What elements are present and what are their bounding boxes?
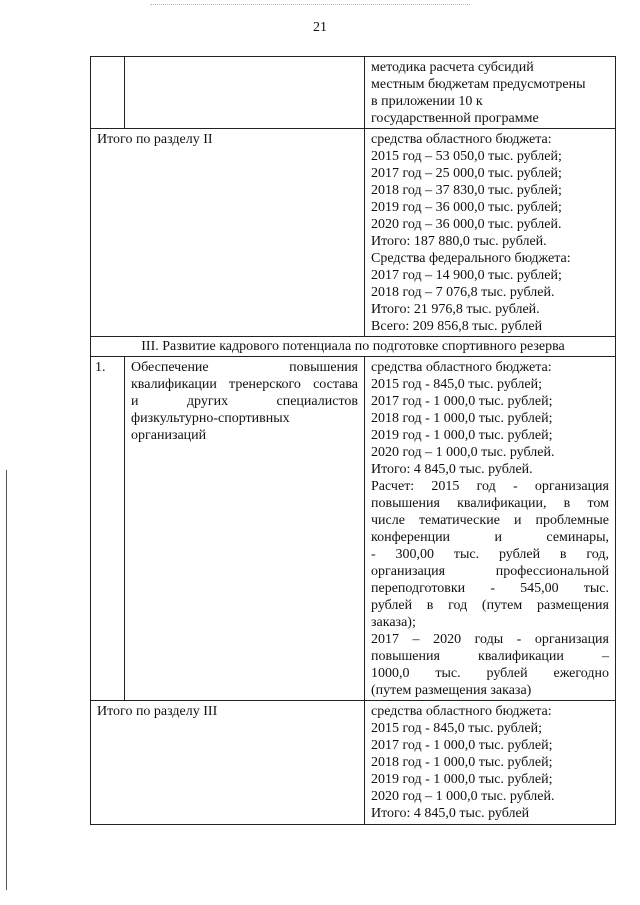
text-line: 2017 год - 1 000,0 тыс. рублей; [371,738,553,753]
text-line: 2017 – 2020 годы - организация [371,632,609,647]
funding-cell [365,129,616,337]
text-line: 2018 год - 1 000,0 тыс. рублей; [371,755,553,770]
text-line: 2017 год – 25 000,0 тыс. рублей; [371,166,562,181]
total-label-cell [91,129,365,337]
text-line: заказа); [371,615,416,630]
text-line: Средства федерального бюджета: [371,251,571,266]
funding-cell [365,357,616,701]
funding-cell [365,57,616,129]
table-row-continuation [91,57,616,129]
text-line: физкультурно-спортивных [131,411,290,426]
text-line: Итого: 4 845,0 тыс. рублей [371,806,530,821]
text-line: переподготовки - 545,00 тыс. [371,581,609,596]
total-label-cell [91,701,365,825]
text-line: 2015 год – 53 050,0 тыс. рублей; [371,149,562,164]
text-line: квалификации тренерского состава [131,377,358,392]
text-line: Итого: 21 976,8 тыс. рублей. [371,302,540,317]
text-line: методика расчета субсидий [371,60,534,75]
table-row-item-1 [91,357,616,701]
table-row-total-section-2 [91,129,616,337]
number-cell [91,57,125,129]
section-heading-cell [91,337,616,357]
total-label: Итого по разделу II [97,132,213,147]
total-label: Итого по разделу III [97,704,218,719]
text-line: 2018 год – 37 830,0 тыс. рублей; [371,183,562,198]
text-line: Всего: 209 856,8 тыс. рублей [371,319,543,334]
text-line: в приложении 10 к [371,94,483,109]
number-cell [91,357,125,701]
text-line: (путем размещения заказа) [371,683,532,698]
text-line: 2015 год - 845,0 тыс. рублей; [371,377,543,392]
text-line: повышения квалификации – [371,649,609,664]
text-line: 2019 год - 1 000,0 тыс. рублей; [371,772,553,787]
text-line: организаций [131,428,207,443]
text-line: государственной программе [371,111,539,126]
text-line: повышения квалификации, в том [371,496,609,511]
text-line: средства областного бюджета: [371,360,552,375]
table-row-section-heading [91,337,616,357]
text-line: 1000,0 тыс. рублей ежегодно [371,666,609,681]
text-line: местным бюджетам предусмотрены [371,77,586,92]
scan-margin-line [6,470,7,890]
text-line: Расчет: 2015 год - организация [371,479,609,494]
program-table [90,56,616,825]
text-line: средства областного бюджета: [371,132,552,147]
table-row-total-section-3 [91,701,616,825]
section-heading: III. Развитие кадрового потенциала по подготовке спортивного резерва [141,339,565,354]
name-cell [125,357,365,701]
text-line: 2017 год – 14 900,0 тыс. рублей; [371,268,562,283]
text-line: 2015 год - 845,0 тыс. рублей; [371,721,543,736]
text-line: средства областного бюджета: [371,704,552,719]
page-number: 21 [313,20,327,35]
text-line: 2019 год - 1 000,0 тыс. рублей; [371,428,553,443]
text-line: 2019 год – 36 000,0 тыс. рублей; [371,200,562,215]
text-line: конференции и семинары, [371,530,609,545]
text-line: 2020 год – 1 000,0 тыс. рублей. [371,445,555,460]
text-line: 2018 год - 1 000,0 тыс. рублей; [371,411,553,426]
name-cell [125,57,365,129]
text-line: Итого: 187 880,0 тыс. рублей. [371,234,547,249]
text-line: и других специалистов [131,394,358,409]
text-line: 2018 год – 7 076,8 тыс. рублей. [371,285,555,300]
text-line: 2020 год – 36 000,0 тыс. рублей. [371,217,562,232]
text-line: 2017 год - 1 000,0 тыс. рублей; [371,394,553,409]
item-number: 1. [95,360,106,375]
text-line: Обеспечение повышения [131,360,358,375]
text-line: Итого: 4 845,0 тыс. рублей. [371,462,533,477]
text-line: - 300,00 тыс. рублей в год, [371,547,609,562]
scan-artifact [150,4,470,7]
funding-cell [365,701,616,825]
text-line: 2020 год – 1 000,0 тыс. рублей. [371,789,555,804]
text-line: рублей в год (путем размещения [371,598,609,613]
text-line: организация профессиональной [371,564,609,579]
text-line: числе тематические и проблемные [371,513,609,528]
